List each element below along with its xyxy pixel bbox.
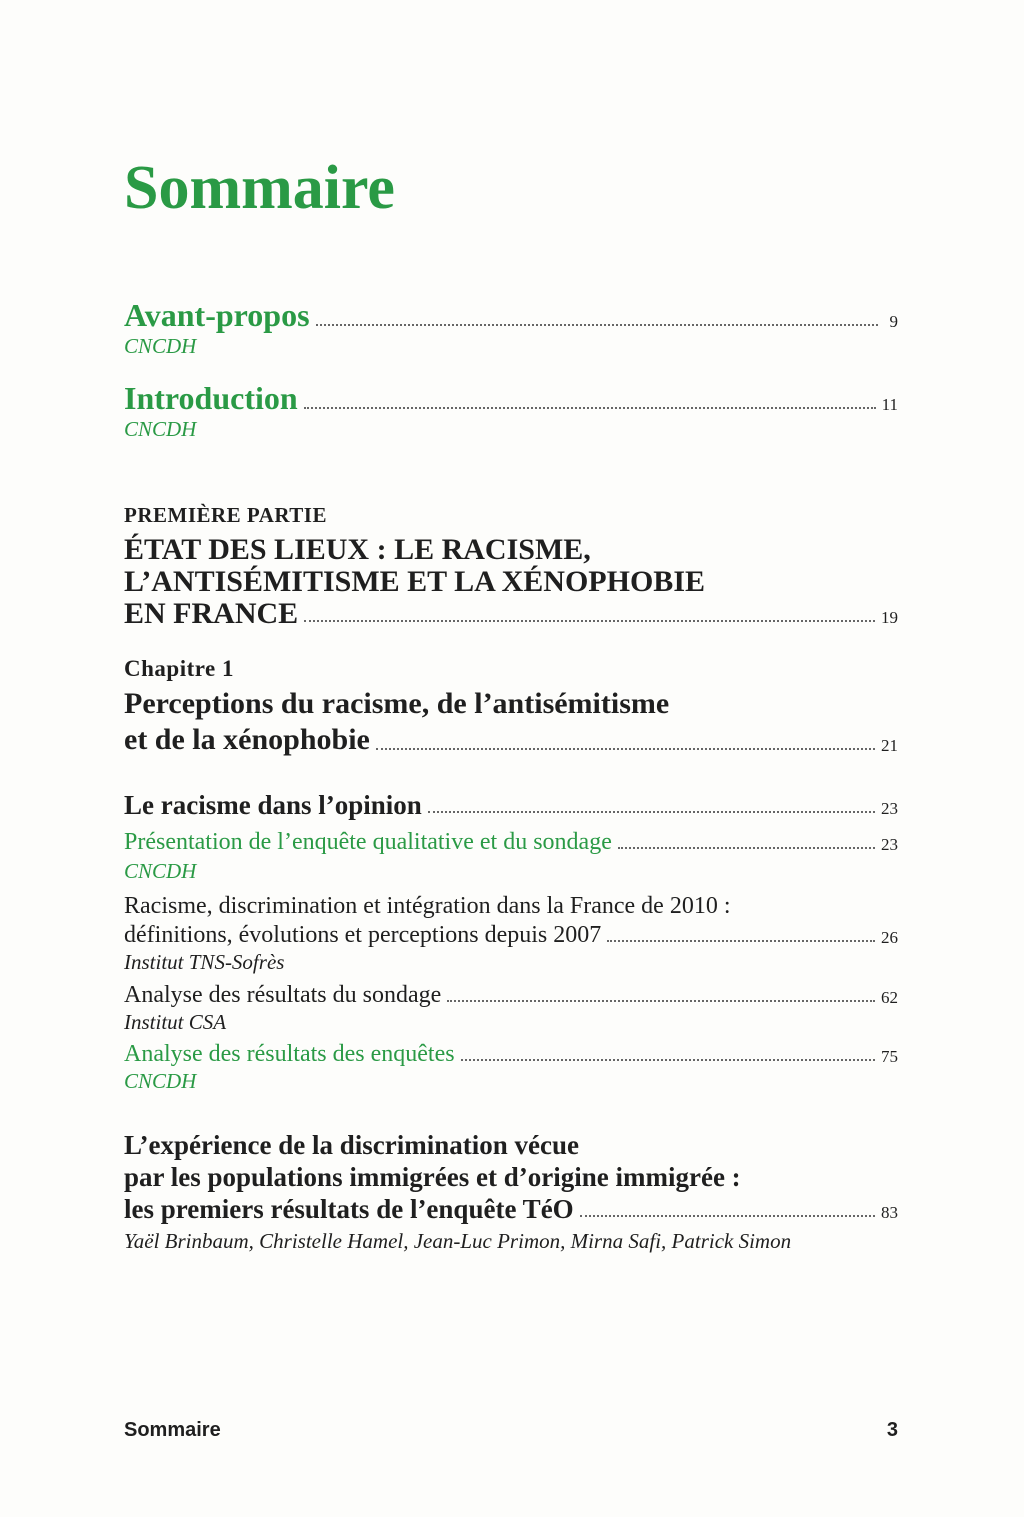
part-title-line-2: L’ANTISÉMITISME ET LA XÉNOPHOBIE	[124, 565, 706, 598]
dot-leader	[447, 1000, 875, 1002]
chapter-label: Chapitre 1	[124, 656, 234, 681]
page-number: 19	[881, 608, 898, 627]
entry-authors: Yaël Brinbaum, Christelle Hamel, Jean-Luc Primon, Mirna Safi, Patrick Simon	[124, 1229, 792, 1253]
toc-entry-introduction[interactable]	[124, 379, 898, 441]
dot-leader	[304, 407, 876, 409]
toc-entry-analyse-sondage[interactable]	[124, 981, 898, 1034]
dot-leader	[618, 847, 875, 849]
page-title: Sommaire	[124, 154, 395, 222]
entry-title: Analyse des résultats du sondage	[124, 982, 442, 1008]
toc-entry-racisme-2010[interactable]	[124, 892, 898, 974]
entry-title: Le racisme dans l’opinion	[124, 790, 422, 820]
page-number: 75	[881, 1047, 898, 1066]
dot-leader	[316, 324, 878, 326]
entry-author: CNCDH	[124, 859, 197, 883]
page-number: 62	[881, 988, 898, 1007]
entry-title: Présentation de l’enquête qualitative et du sondage	[124, 829, 612, 855]
entry-title: Analyse des résultats des enquêtes	[124, 1041, 455, 1067]
toc-entry-opinion[interactable]	[124, 789, 898, 821]
dot-leader	[461, 1059, 875, 1061]
dot-leader	[304, 620, 875, 622]
dot-leader	[607, 940, 875, 942]
entry-author: CNCDH	[124, 417, 197, 441]
part-title-line-1: ÉTAT DES LIEUX : LE RACISME,	[124, 533, 591, 566]
entry-author: CNCDH	[124, 1069, 197, 1093]
page-number: 21	[881, 736, 898, 755]
entry-title-line-2: par les populations immigrées et d’origine immigrée :	[124, 1162, 741, 1192]
dot-leader	[580, 1215, 875, 1217]
page-number: 11	[881, 395, 898, 414]
entry-title-line-1: Racisme, discrimination et intégration dans la France de 2010 :	[124, 893, 731, 919]
entry-title: Introduction	[124, 380, 298, 416]
footer-page-number: 3	[886, 1419, 898, 1441]
dot-leader	[428, 811, 875, 813]
page-number: 23	[881, 799, 898, 818]
part-label: PREMIÈRE PARTIE	[124, 503, 327, 527]
toc-page	[124, 0, 898, 1517]
entry-title-line-2: définitions, évolutions et perceptions depuis 2007	[124, 922, 602, 948]
dot-leader	[376, 748, 875, 750]
toc-entry-experience[interactable]	[124, 1129, 898, 1253]
page-number: 23	[881, 835, 898, 854]
part-title-line-3: EN FRANCE	[124, 597, 299, 630]
chapter-title-line-1: Perceptions du racisme, de l’antisémitisme	[124, 687, 670, 720]
entry-author: Institut TNS-Sofrès	[124, 950, 285, 974]
page-number: 26	[881, 928, 898, 947]
entry-title-line-1: L’expérience de la discrimination vécue	[124, 1130, 579, 1160]
entry-title: Avant-propos	[124, 297, 310, 333]
chapter-title-line-2: et de la xénophobie	[124, 723, 370, 756]
toc-entry-analyse-enquetes[interactable]	[124, 1040, 898, 1093]
toc-entry-part-1[interactable]	[124, 502, 898, 630]
footer-label: Sommaire	[124, 1419, 221, 1441]
page-footer	[124, 1419, 898, 1442]
entry-author: CNCDH	[124, 334, 197, 358]
entry-author: Institut CSA	[124, 1010, 227, 1034]
page-number: 83	[881, 1203, 898, 1222]
page-number: 9	[889, 312, 898, 331]
toc-entry-chapter-1[interactable]	[124, 656, 898, 758]
toc-entry-avant-propos[interactable]	[124, 296, 898, 358]
entry-title-line-3: les premiers résultats de l’enquête TéO	[124, 1194, 574, 1224]
toc-entry-presentation[interactable]	[124, 828, 898, 883]
